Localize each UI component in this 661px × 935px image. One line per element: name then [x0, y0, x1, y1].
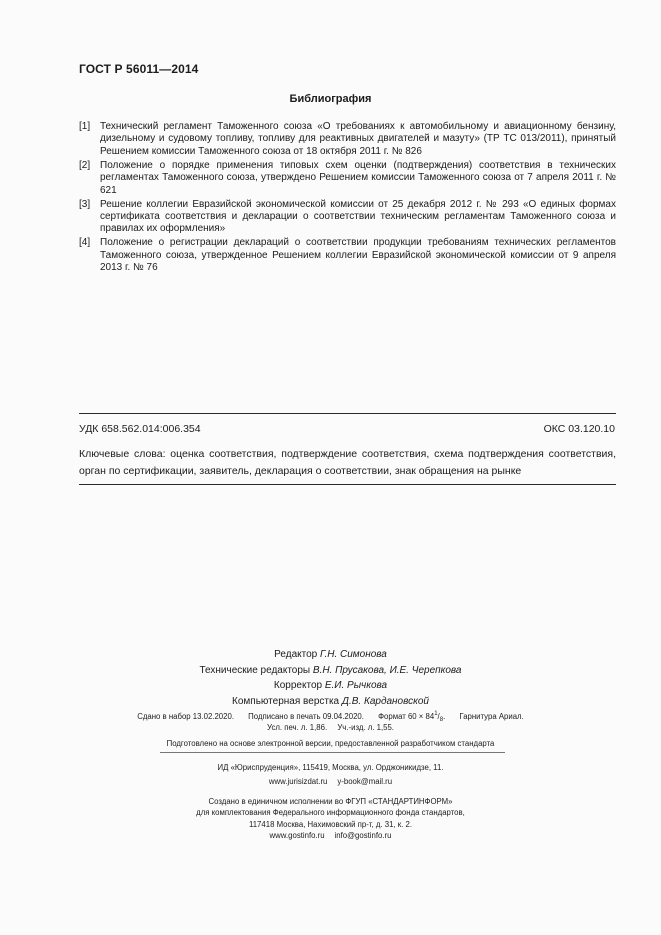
entry-number: [3] [79, 198, 91, 210]
format-suffix: . [443, 712, 446, 721]
print-sheets: Усл. печ. л. 1,86. [267, 723, 328, 732]
editorial-credits [0, 647, 661, 709]
publisher-address: ИД «Юриспруденция», 115419, Москва, ул. Орджоникидзе, 11. [217, 763, 444, 772]
proofreader-label: Корректор [273, 680, 323, 692]
bibliography-entry [79, 160, 616, 197]
udc-code: УДК 658.562.014:006.354 [79, 423, 201, 435]
typeset-date: Сдано в набор 13.02.2020. [137, 712, 234, 721]
tech-editors-line [0, 663, 661, 679]
prepared-note: Подготовлено на основе электронной версии, предоставленной разработчиком стандарта [166, 739, 495, 748]
entry-text: Решение коллегии Евразийской экономической комиссии от 25 декабря 2012 г. № 293 «О единых формах сертификата соответствия и декларации о соответствии техническим регламентам Таможенного союза и правилах их оформления» [100, 198, 616, 235]
producer-line: Создано в единичном исполнении во ФГУП «СТАНДАРТИНФОРМ» [208, 797, 453, 806]
bibliography-entry [79, 199, 616, 236]
bibliography-list [79, 121, 616, 276]
format-denominator: 8 [439, 717, 444, 723]
publisher-site: www.jurisizdat.ru [268, 776, 328, 786]
entry-number: [2] [79, 159, 91, 171]
typeface: Гарнитура Ариал. [459, 712, 524, 721]
bibliography-entry [79, 121, 616, 158]
publisher-contacts [0, 775, 661, 789]
bibliography-heading: Библиография [289, 93, 372, 105]
paper-format: Формат $60 \times 84^1/_8$. [378, 711, 446, 723]
entry-text: Положение о регистрации деклараций о соответствии продукции требованиям технических регламентов Таможенного союза, утвержденное Решением коллегии Евразийской экономической комиссии от 9 апреля 2013 г. № 76 [100, 237, 616, 274]
keywords: Ключевые слова: оценка соответствия, подтверждение соответствия, схема подтверждения соответствия, орган по сертификации, заявитель, декларация о соответствии, знак обращения на рынке [79, 448, 616, 477]
publisher-info [0, 761, 661, 788]
colophon-divider [160, 752, 505, 753]
producer-info [0, 796, 661, 842]
entry-number: [4] [79, 237, 91, 249]
entry-text: Положение о порядке применения типовых схем оценки (подтверждения) соответствия в технических регламентах Таможенного союза, утверждено Решением комиссии Таможенного союза от 7 апреля 2011 г. № 621 [100, 159, 616, 196]
producer-line: для комплектования Федерального информационного фонда стандартов, [196, 808, 465, 818]
tech-editors-label: Технические редакторы [199, 664, 311, 676]
signed-date: Подписано в печать 09.04.2020. [248, 712, 364, 721]
format-numerator: 1 [434, 711, 438, 717]
top-divider [79, 413, 616, 414]
format-prefix: Формат 60 × 84 [378, 712, 435, 721]
sheet-counts [0, 720, 661, 735]
proofreader-name: Е.И. Рычкова [324, 680, 388, 692]
producer-address: 117418 Москва, Нахимовский пр-т, д. 31, к. 2. [248, 819, 413, 829]
publisher-sheets: Уч.-изд. л. 1,55. [337, 723, 394, 732]
producer-email: info@gostinfo.ru [334, 831, 392, 841]
editor-line [0, 647, 661, 663]
entry-text: Технический регламент Таможенного союза «О требованиях к автомобильному и авиационному бензину, дизельному и судовому топливу, топливу для реактивных двигателей и мазуту» (ТР ТС 013/2011), принятый Решением комиссии Таможенного союза от 18 октября 2011 г. № 826 [100, 121, 616, 157]
oks-code: ОКС 03.120.10 [543, 423, 615, 435]
editor-label: Редактор [274, 649, 318, 660]
standard-id: ГОСТ Р 56011—2014 [79, 62, 199, 76]
editor-name: Г.Н. Симонова [320, 649, 387, 660]
producer-contacts [0, 830, 661, 841]
publisher-email: y-book@mail.ru [337, 776, 393, 786]
entry-number: [1] [79, 121, 91, 132]
tech-editors-names: В.Н. Прусакова, И.Е. Черепкова [312, 664, 462, 676]
bottom-divider [79, 484, 616, 485]
bibliography-entry [79, 237, 616, 274]
layout-name: Д.В. Кардановской [341, 695, 429, 707]
producer-site: www.gostinfo.ru [269, 831, 325, 841]
layout-label: Компьютерная верстка [232, 695, 340, 707]
proofreader-line [0, 678, 661, 694]
